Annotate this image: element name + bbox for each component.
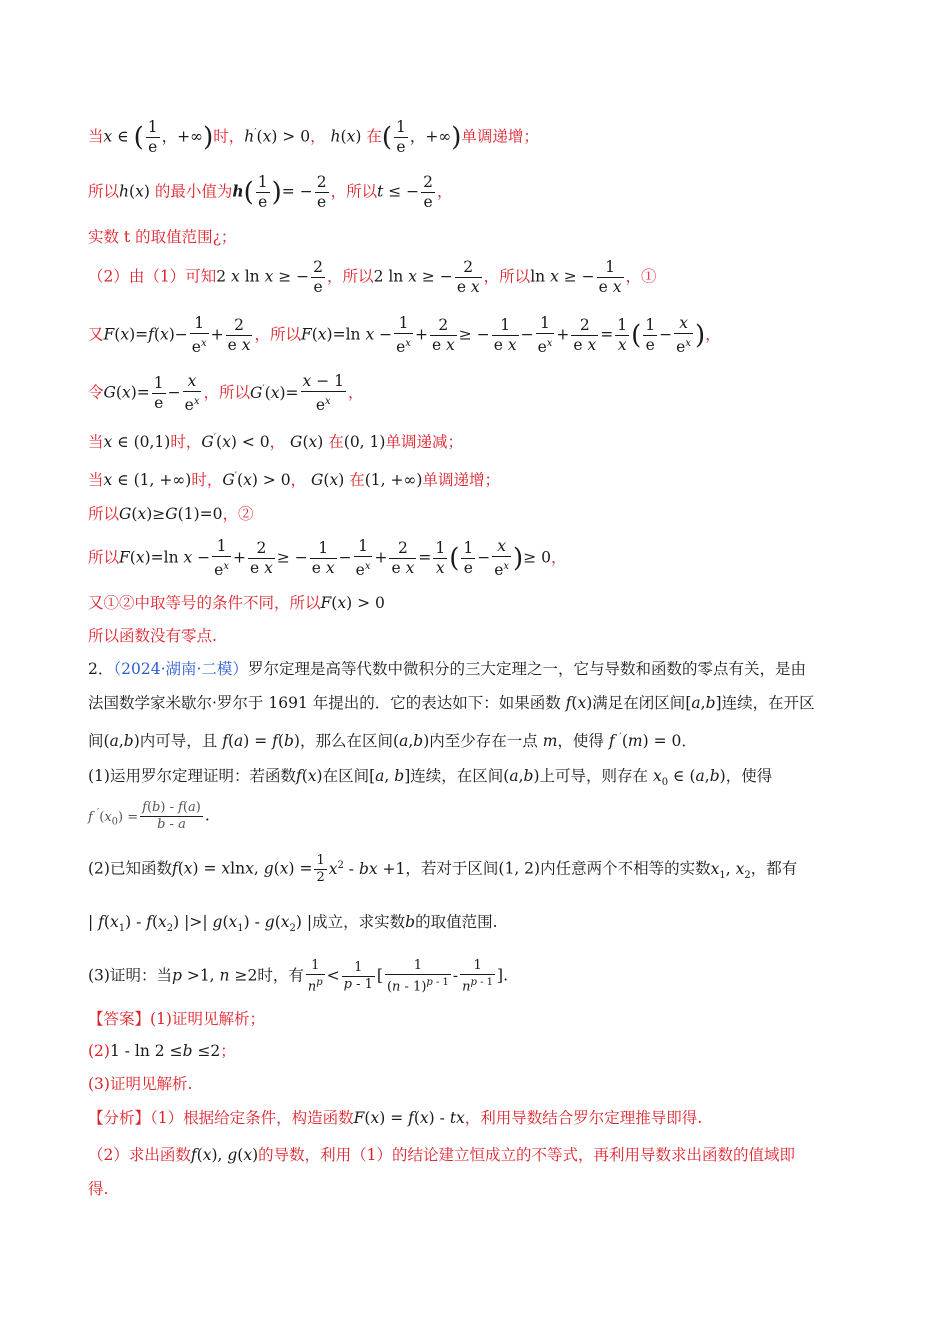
solution-line-11: 又①②中取等号的条件不同，所以F(x) > 0 bbox=[88, 594, 385, 612]
solution-line-8: 当x ∈ (1, +∞)时，G′(x) > 0， G(x) 在(1, +∞)单调递增； bbox=[88, 471, 500, 490]
analysis-line-2: （2）求出函数f(x), g(x)的导数，利用（1）的结论建立恒成立的不等式，再利用导数求出函数的值域即 bbox=[88, 1146, 796, 1164]
analysis-line-3: 得. bbox=[88, 1180, 109, 1198]
question-source: （2024·湖南·二模） bbox=[113, 660, 248, 678]
solution-line-9: 所以G(x)≥G(1)=0，② bbox=[88, 505, 254, 523]
solution-line-4: （2）由（1）可知2 x ln x ≥ − $\frac{2}{e}$ ，所以2 ln x ≥ − $\frac{2}{\text{e x}}$ ，所以ln x ≥ − $\frac{1}{\text{e x}}$ ，① bbox=[88, 258, 657, 296]
question-2-part-2: (2)已知函数f(x) = xlnx, g(x) = $\frac{1}{2}$ $x^2$ - bx +1，若对于区间(1, 2)内任意两个不相等的实数$x_1$, $x_2$，都有 bbox=[88, 853, 798, 885]
answer-tag: 【答案】 bbox=[88, 1010, 151, 1028]
analysis-tag: 【分析】 bbox=[88, 1109, 151, 1127]
solution-line-7: 当x ∈ (0,1)时，G′(x) < 0， G(x) 在(0, 1)单调递减； bbox=[88, 433, 463, 452]
solution-line-3: 实数 t 的取值范围¿； bbox=[88, 228, 237, 246]
solution-line-2: 所以h(x) 的最小值为h( $\frac{1}{e}$ )= − $\frac{2}{e}$ ，所以t ≤ − $\frac{2}{e}$ ， bbox=[88, 173, 453, 211]
solution-line-12: 所以函数没有零点. bbox=[88, 627, 217, 645]
answer-line-1: 【答案】(1)证明见解析； bbox=[88, 1010, 265, 1028]
question-2-line-3: 间(a,b)内可导，且 f(a) = f(b)，那么在区间(a,b)内至少存在一点 m，使得 f ′(m) = 0． bbox=[88, 732, 697, 751]
answer-line-3: (3)证明见解析. bbox=[88, 1075, 193, 1093]
question-2-part-2-cont: | $f(x_1) - f(x_2)$ |>| $g(x_1) - g(x_2)$ |成立，求实数b的取值范围. bbox=[88, 913, 498, 935]
solution-line-10: 所以F(x)=ln x − $\frac{1}{e^x}$ + $\frac{2}{\text{e x}}$ ≥ − $\frac{1}{\text{e x}}$ − $\frac{1}{e^x}$ + $\frac{2}{\text{e x}}$ = $\frac{1}{x}$ ( $\frac{1}{e}$ − $\frac{x}{e^x}$ )≥ 0， bbox=[88, 537, 567, 580]
answer-line-2: (2)1 - ln 2 ≤b ≤2； bbox=[88, 1042, 236, 1060]
solution-line-5: 又F(x)=f(x)− $\frac{1}{e^x}$ + $\frac{2}{\text{e x}}$ ，所以F(x)=ln x − $\frac{1}{e^x}$ + $\frac{2}{\text{e x}}$ ≥ − $\frac{1}{\text{e x}}$ − $\frac{1}{e^x}$ + $\frac{2}{\text{e x}}$ = $\frac{1}{x}$ ( $\frac{1}{e}$ − $\frac{x}{e^x}$ )， bbox=[88, 314, 721, 357]
solution-line-6: 令G(x)= $\frac{1}{e}$ − $\frac{x}{e^x}$ ，所以G′(x)= $\frac{x - 1}{e^x}$ ， bbox=[88, 372, 364, 415]
analysis-line-1: 【分析】（1）根据给定条件，构造函数F(x) = f(x) - tx，利用导数结合罗尔定理推导即得. bbox=[88, 1109, 703, 1127]
question-2-part-1: (1)运用罗尔定理证明：若函数f(x)在区间[a, b]连续，在区间(a,b)上可导，则存在 $x_0$ ∈ (a,b)，使得 bbox=[88, 767, 773, 789]
question-2-part-3: (3)证明：当p >1, n ≥2时，有 $\frac{1}{n^p}$ < $\frac{1}{p - 1}$ [ $\frac{1}{(n - 1)^{p - 1}}$ - $\frac{1}{n^{p - 1}}$ ]. bbox=[88, 958, 509, 995]
solution-line-1: 当x ∈ ( $\frac{1}{e}$ ，+∞)时，h′(x) > 0， h(x) 在( $\frac{1}{e}$ ，+∞)单调递增； bbox=[88, 118, 539, 156]
question-2-line-2: 法国数学家米歇尔·罗尔于 1691 年提出的．它的表达如下：如果函数 f(x)满足在闭区间[a,b]连续，在开区 bbox=[88, 694, 815, 712]
question-2-line-1: 2．（2024·湖南·二模）罗尔定理是高等代数中微积分的三大定理之一，它与导数和函数的零点有关，是由 bbox=[88, 660, 806, 678]
question-2-part-1-formula: f $'(x_0)$ = $\frac{f(b) - f(a)}{b - a}$ . bbox=[88, 800, 210, 832]
